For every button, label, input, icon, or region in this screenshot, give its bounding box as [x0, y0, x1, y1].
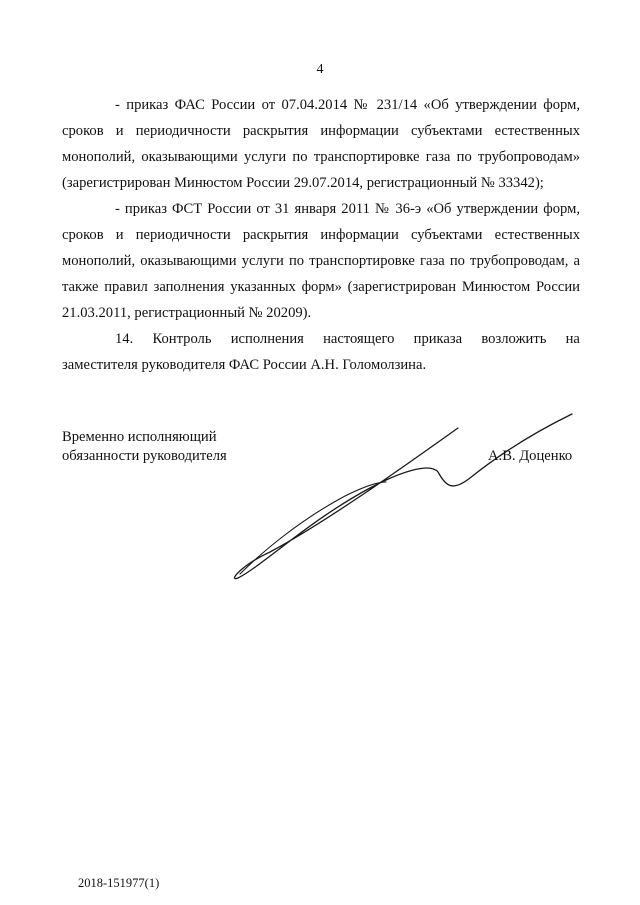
clause-14	[62, 326, 580, 352]
document-body	[62, 92, 580, 378]
clause-14-word: 14.	[115, 331, 134, 347]
clause-14-word: исполнения	[230, 331, 304, 347]
clause-14-word: настоящего	[323, 331, 395, 347]
clause-14-word: приказа	[413, 331, 463, 347]
signatory-name: А.В. Доценко	[488, 448, 573, 464]
clause-14-word: на	[565, 331, 580, 347]
signature-inner-loop	[240, 482, 386, 574]
clause-14-continuation: заместителя руководителя ФАС России А.Н. Голомолзина.	[62, 357, 427, 373]
order-reference-fas: - приказ ФАС России от 07.04.2014 № 231/14 «Об утверждении форм, сроков и периодичности раскрытия информации субъектами естественных монополий, оказывающими услуги по транспортировке газа по трубопроводам» (зарегистрирован Минюстом России 29.07.2014, регистрационный № 33342);	[62, 97, 580, 191]
signatory-title-line-1: Временно исполняющий	[62, 429, 217, 445]
page-number: 4	[316, 62, 324, 77]
clause-14-word: Контроль	[152, 331, 212, 347]
clause-14-word: возложить	[481, 331, 547, 347]
signatory-title-line-2: обязанности руководителя	[62, 448, 227, 464]
order-reference-fst: - приказ ФСТ России от 31 января 2011 № 36-э «Об утверждении форм, сроков и периодичности раскрытия информации субъектами естественных монополий, оказывающими услуги по транспортировке газа по трубопроводам, а также правил заполнения указанных форм» (зарегистрирован Минюстом России 21.03.2011, регистрационный № 20209).	[62, 201, 580, 321]
document-code: 2018-151977(1)	[78, 876, 160, 890]
